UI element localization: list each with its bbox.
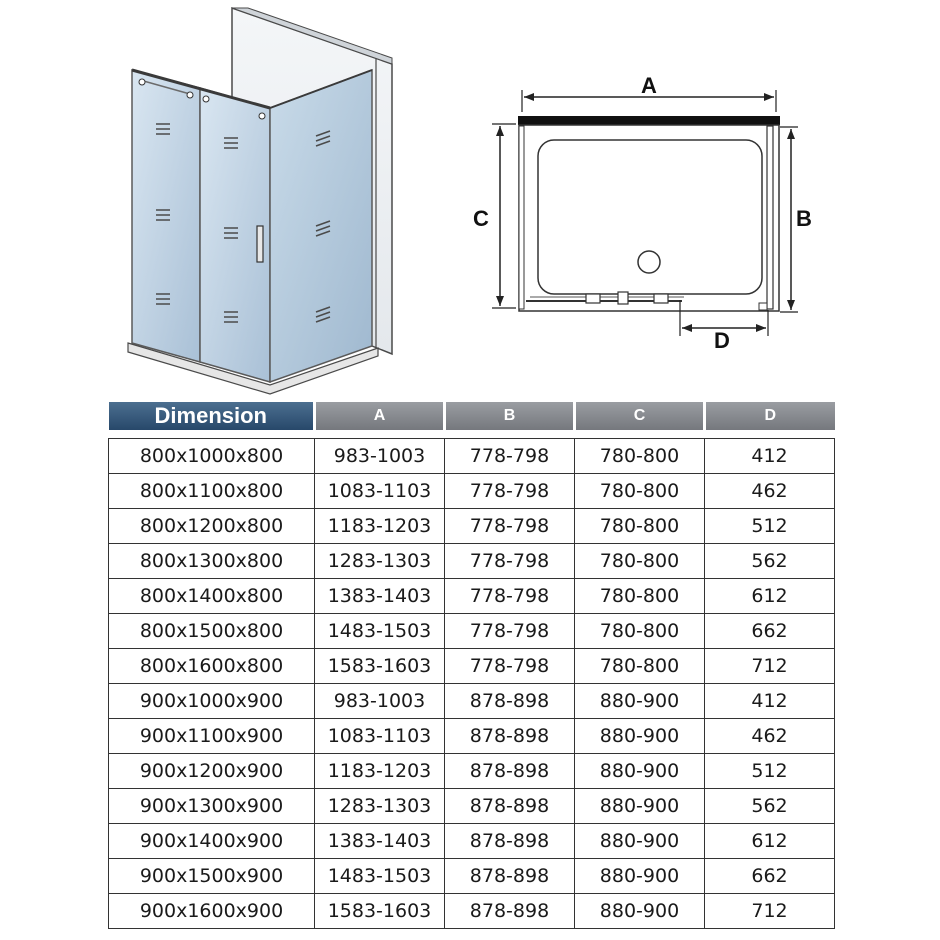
dimension-label-c: C: [473, 206, 489, 231]
cell-a: 1183-1203: [315, 509, 445, 544]
cell-d: 662: [705, 614, 835, 649]
shower-enclosure-illustration: [128, 8, 392, 394]
table-row: [109, 579, 835, 614]
cell-c: 880-900: [575, 894, 705, 929]
cell-d: 712: [705, 894, 835, 929]
cell-dimension: 800x1000x800: [109, 439, 315, 474]
dimensions-table: [108, 402, 835, 929]
cell-d: 512: [705, 509, 835, 544]
cell-b: 878-898: [445, 894, 575, 929]
table-row: [109, 859, 835, 894]
header-c: C: [575, 402, 705, 430]
cell-d: 412: [705, 439, 835, 474]
cell-b: 778-798: [445, 439, 575, 474]
cell-c: 780-800: [575, 649, 705, 684]
table-row: [109, 509, 835, 544]
header-a: A: [315, 402, 445, 430]
cell-c: 880-900: [575, 789, 705, 824]
cell-b: 878-898: [445, 824, 575, 859]
cell-c: 780-800: [575, 579, 705, 614]
cell-b: 778-798: [445, 649, 575, 684]
cell-dimension: 800x1600x800: [109, 649, 315, 684]
table-row: [109, 614, 835, 649]
cell-c: 880-900: [575, 824, 705, 859]
cell-c: 880-900: [575, 719, 705, 754]
table-row: [109, 474, 835, 509]
illustrations: [0, 0, 940, 395]
cell-a: 1183-1203: [315, 754, 445, 789]
table-row: [109, 719, 835, 754]
cell-dimension: 900x1300x900: [109, 789, 315, 824]
cell-d: 612: [705, 579, 835, 614]
table-row: [109, 789, 835, 824]
cell-d: 562: [705, 789, 835, 824]
cell-d: 662: [705, 859, 835, 894]
door-handle: [257, 226, 263, 262]
side-panel: [270, 70, 372, 382]
cell-b: 778-798: [445, 579, 575, 614]
dimension-label-d: D: [714, 328, 730, 353]
cell-b: 878-898: [445, 719, 575, 754]
cell-c: 780-800: [575, 614, 705, 649]
cell-b: 878-898: [445, 754, 575, 789]
cell-a: 1083-1103: [315, 474, 445, 509]
table-row: [109, 544, 835, 579]
table-row: [109, 649, 835, 684]
cell-dimension: 900x1200x900: [109, 754, 315, 789]
cell-dimension: 900x1600x900: [109, 894, 315, 929]
cell-c: 780-800: [575, 474, 705, 509]
cell-a: 983-1003: [315, 684, 445, 719]
cell-dimension: 800x1100x800: [109, 474, 315, 509]
cell-d: 412: [705, 684, 835, 719]
cell-b: 778-798: [445, 614, 575, 649]
fixed-front-panel: [132, 70, 200, 362]
cell-dimension: 800x1500x800: [109, 614, 315, 649]
cell-dimension: 800x1300x800: [109, 544, 315, 579]
cell-c: 780-800: [575, 439, 705, 474]
cell-a: 983-1003: [315, 439, 445, 474]
cell-dimension: 900x1000x900: [109, 684, 315, 719]
cell-a: 1583-1603: [315, 894, 445, 929]
cell-b: 778-798: [445, 544, 575, 579]
cell-dimension: 900x1400x900: [109, 824, 315, 859]
cell-c: 880-900: [575, 684, 705, 719]
dimension-label-b: B: [796, 206, 812, 231]
cell-c: 780-800: [575, 509, 705, 544]
cell-dimension: 900x1100x900: [109, 719, 315, 754]
cell-b: 878-898: [445, 684, 575, 719]
header-b: B: [445, 402, 575, 430]
table-row: [109, 684, 835, 719]
cell-d: 562: [705, 544, 835, 579]
table-spacer: [109, 430, 835, 439]
cell-b: 878-898: [445, 859, 575, 894]
cell-b: 878-898: [445, 789, 575, 824]
cell-b: 778-798: [445, 474, 575, 509]
cell-dimension: 900x1500x900: [109, 859, 315, 894]
cell-a: 1383-1403: [315, 824, 445, 859]
table-body: [109, 430, 835, 929]
table-row: [109, 894, 835, 929]
top-view-dimension-drawing: [473, 73, 812, 353]
header-d: D: [705, 402, 835, 430]
cell-d: 712: [705, 649, 835, 684]
cell-a: 1083-1103: [315, 719, 445, 754]
cell-d: 612: [705, 824, 835, 859]
dimension-label-a: A: [641, 73, 657, 98]
cell-a: 1383-1403: [315, 579, 445, 614]
cell-d: 512: [705, 754, 835, 789]
cell-d: 462: [705, 474, 835, 509]
cell-a: 1583-1603: [315, 649, 445, 684]
table-row: [109, 439, 835, 474]
cell-dimension: 800x1400x800: [109, 579, 315, 614]
drain: [638, 251, 660, 273]
cell-c: 780-800: [575, 544, 705, 579]
header-dimension: Dimension: [109, 402, 315, 430]
table-header-row: [109, 402, 835, 430]
table-row: [109, 754, 835, 789]
cell-a: 1483-1503: [315, 859, 445, 894]
cell-a: 1283-1303: [315, 789, 445, 824]
table-row: [109, 824, 835, 859]
cell-c: 880-900: [575, 859, 705, 894]
cell-b: 778-798: [445, 509, 575, 544]
cell-a: 1283-1303: [315, 544, 445, 579]
cell-dimension: 800x1200x800: [109, 509, 315, 544]
cell-a: 1483-1503: [315, 614, 445, 649]
wall-bar: [518, 116, 780, 125]
cell-c: 880-900: [575, 754, 705, 789]
cell-d: 462: [705, 719, 835, 754]
